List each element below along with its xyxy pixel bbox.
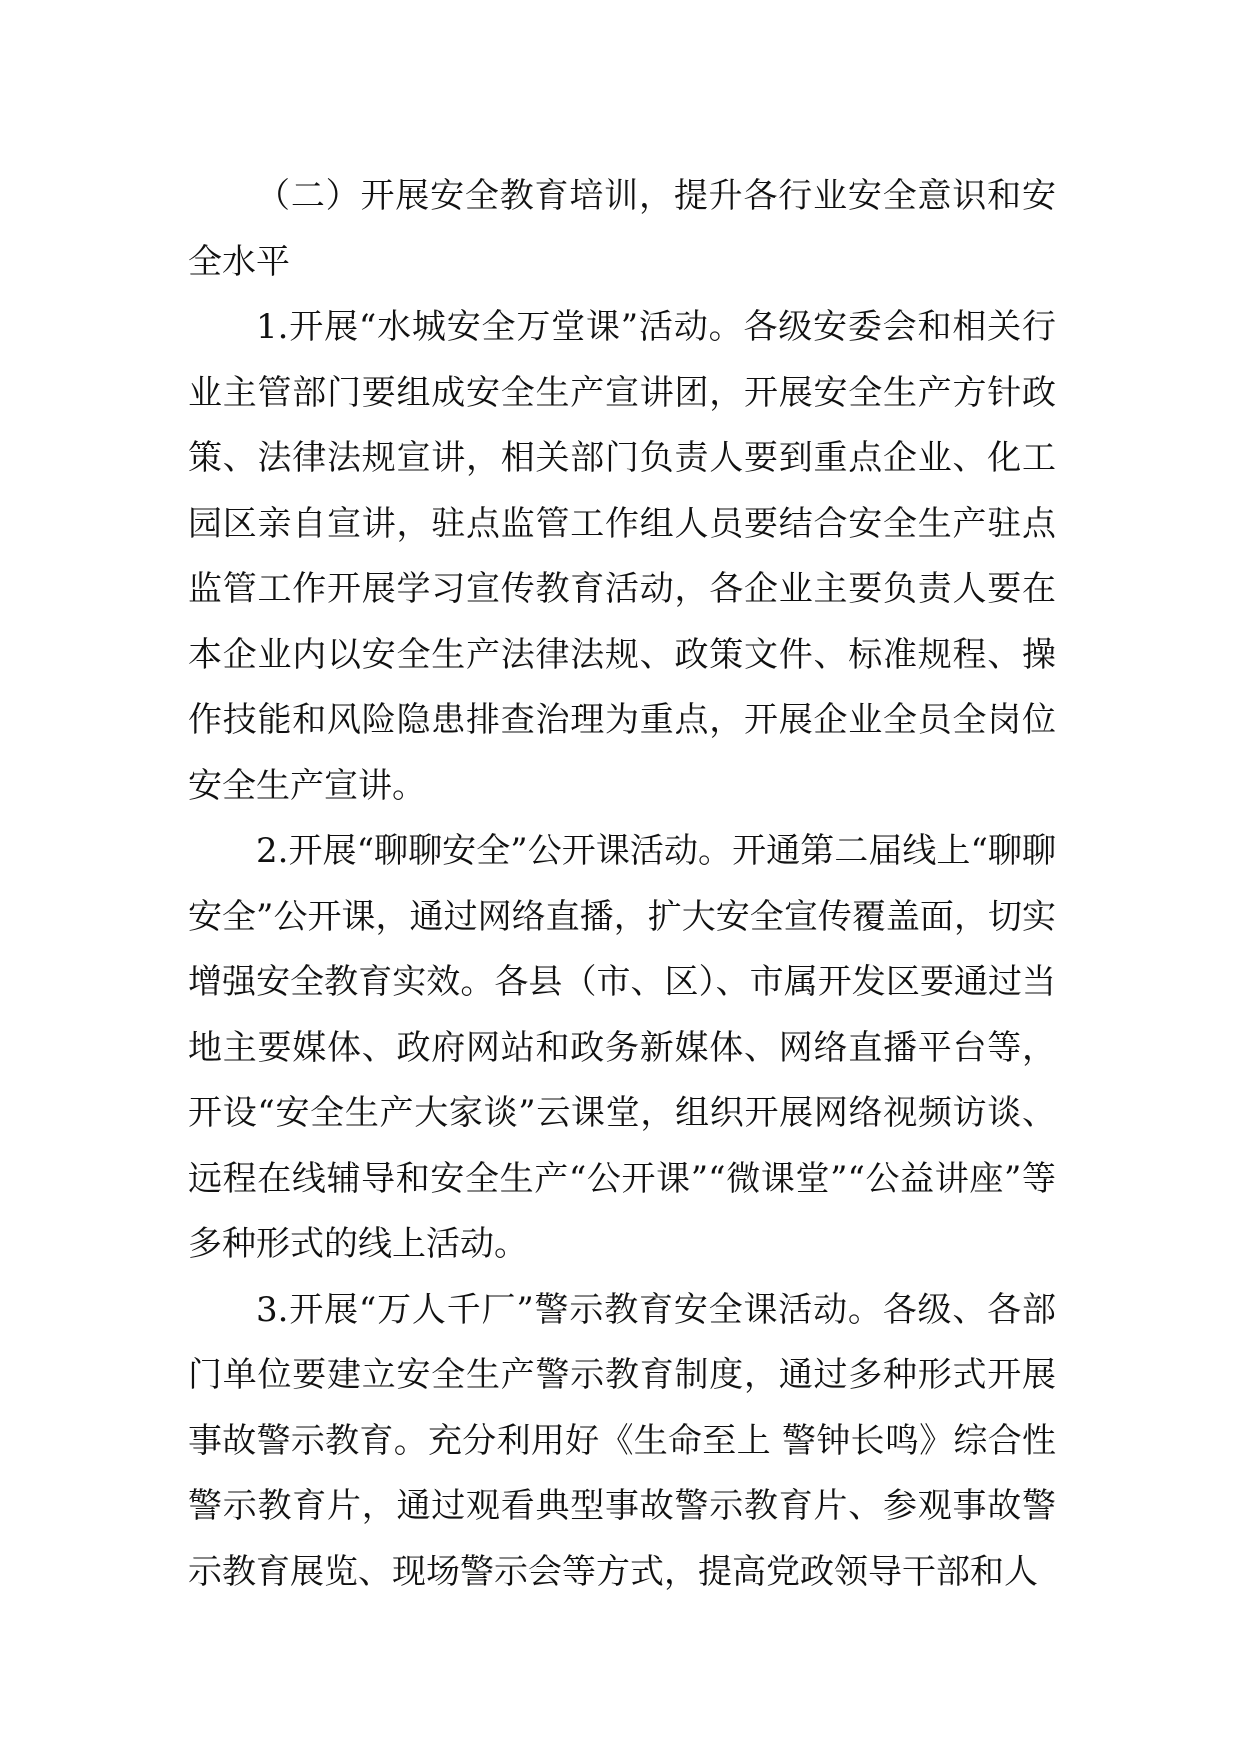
paragraph-3: 3.开展“万人千厂”警示教育安全课活动。各级、各部门单位要建立安全生产警示教育制度，通过多种形式开展事故警示教育。充分利用好《生命至上 警钟长鸣》综合性警示教育片，通过观看典型事故警示教育片、参观事故警示教育展览、现场警示会等方式，提高党政领导干部和人 (188, 1289, 1056, 1592)
section-heading: （二）开展安全教育培训，提升各行业安全意识和安全水平 (188, 176, 1056, 282)
paragraph-1: 1.开展“水城安全万堂课”活动。各级安委会和相关行业主管部门要组成安全生产宣讲团，开展安全生产方针政策、法律法规宣讲，相关部门负责人要到重点企业、化工园区亲自宣讲，驻点监管工作组人员要结合安全生产驻点监管工作开展学习宣传教育活动，各企业主要负责人要在本企业内以安全生产法律法规、政策文件、标准规程、操作技能和风险隐患排查治理为重点，开展企业全员全岗位安全生产宣讲。 (188, 307, 1056, 806)
paragraph-2: 2.开展“聊聊安全”公开课活动。开通第二届线上“聊聊安全”公开课，通过网络直播，扩大安全宣传覆盖面，切实增强安全教育实效。各县（市、区）、市属开发区要通过当地主要媒体、政府网站和政务新媒体、网络直播平台等，开设“安全生产大家谈”云课堂，组织开展网络视频访谈、远程在线辅导和安全生产“公开课”“微课堂”“公益讲座”等多种形式的线上活动。 (188, 831, 1056, 1264)
document-body (188, 164, 1056, 1605)
